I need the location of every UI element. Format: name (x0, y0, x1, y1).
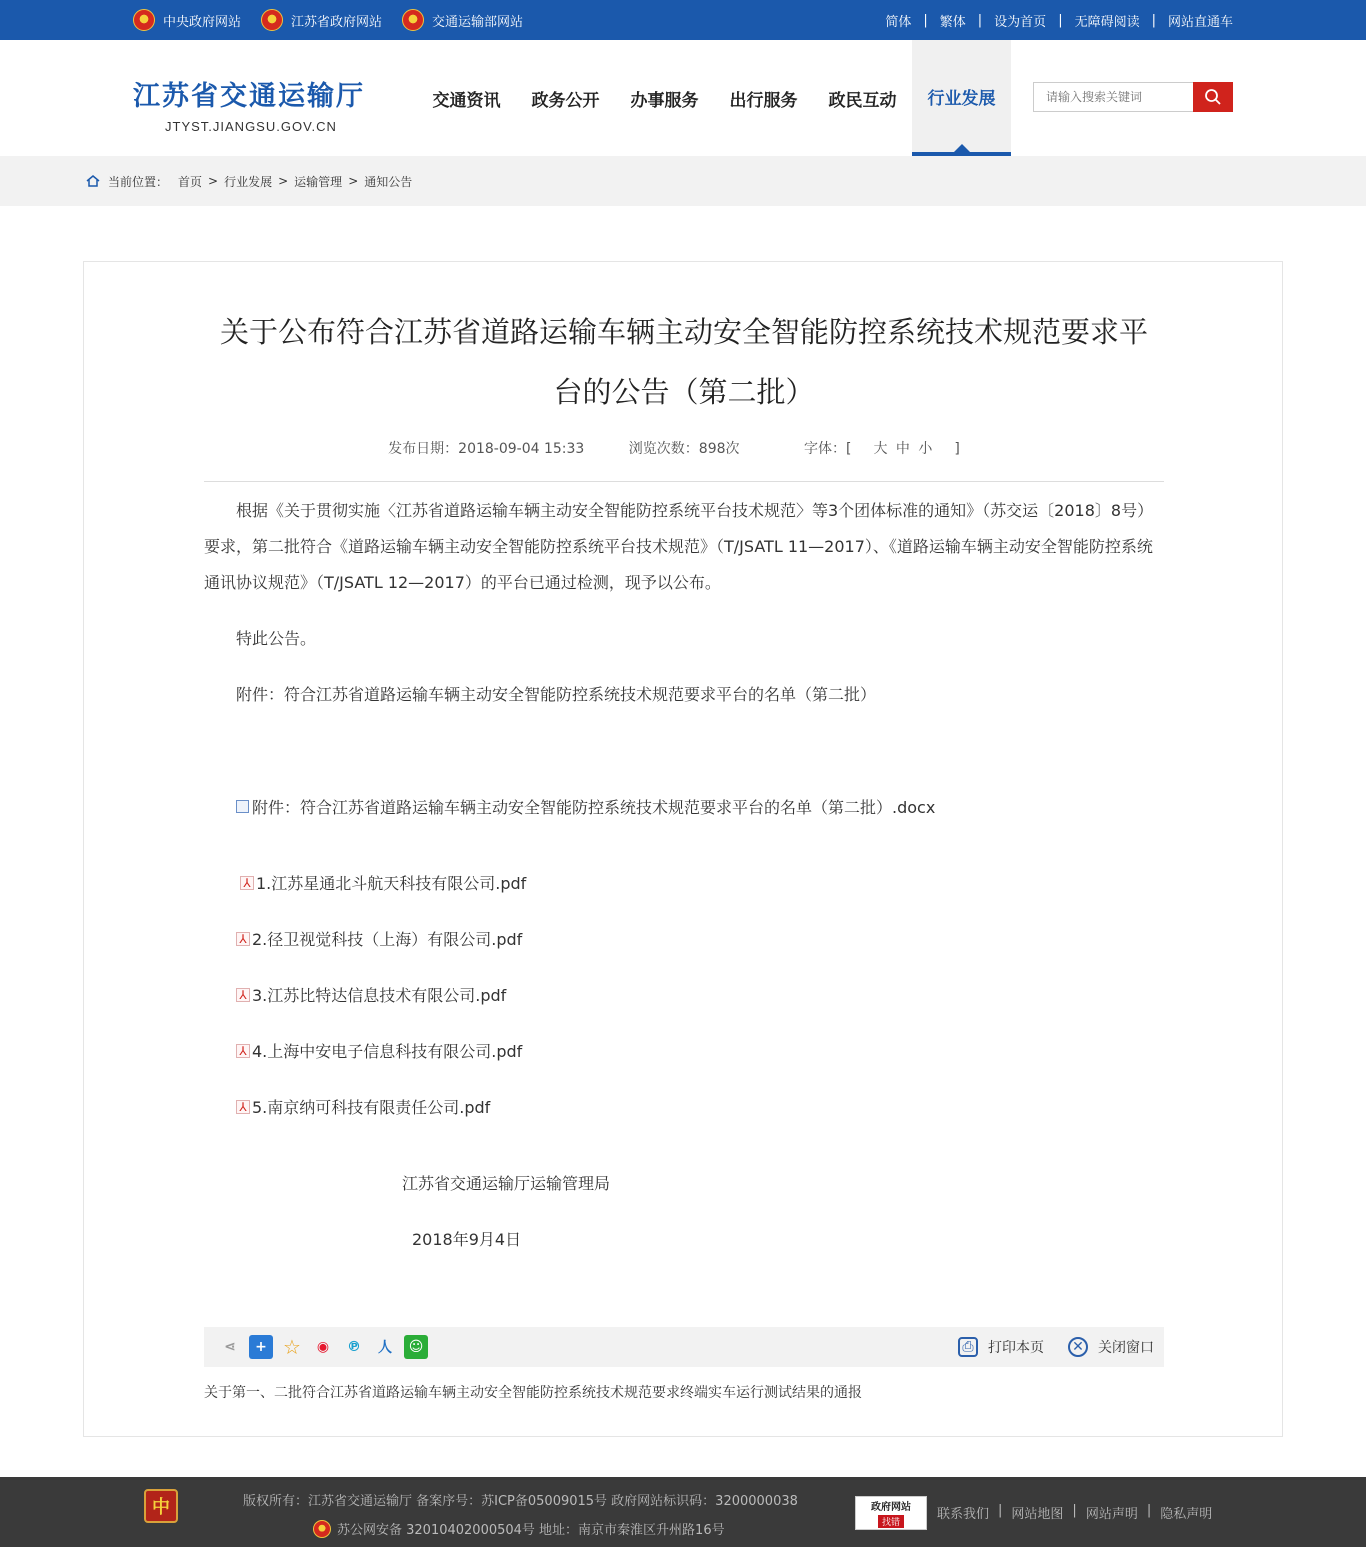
divider (204, 481, 1164, 482)
signature: 江苏省交通运输厅运输管理局 (402, 1174, 611, 1193)
gov-link-central[interactable] (133, 9, 241, 31)
report-error-badge[interactable] (855, 1496, 927, 1530)
breadcrumb-industry[interactable]: 行业发展 (224, 174, 273, 189)
attachment-label: 2.径卫视觉科技（上海）有限公司.pdf (252, 930, 523, 949)
privacy-link[interactable]: 隐私声明 (1160, 1507, 1213, 1522)
share-bar (204, 1327, 1164, 1367)
publish-date: 发布日期：2018-09-04 15:33 (388, 441, 585, 457)
close-label: 关闭窗口 (1098, 1340, 1154, 1356)
search-input[interactable] (1033, 82, 1193, 112)
gov-link-ministry[interactable] (402, 9, 523, 31)
title-line: 台的公告（第二批） (553, 375, 815, 409)
attachment-label: 4.上海中安电子信息科技有限公司.pdf (252, 1042, 523, 1061)
font-large-button[interactable]: 大 (873, 441, 888, 457)
nav-government-affairs[interactable]: 政务公开 (531, 90, 600, 111)
main-nav (417, 40, 1011, 156)
font-medium-button[interactable]: 中 (895, 441, 910, 457)
site-logo[interactable] (133, 74, 365, 134)
nav-services[interactable]: 办事服务 (630, 90, 699, 111)
pdf-attachment-link[interactable] (240, 871, 526, 894)
breadcrumb-arrow: > (348, 174, 359, 188)
party-emblem-icon[interactable]: 中 (144, 1489, 178, 1523)
police-record[interactable] (313, 1519, 725, 1538)
separator: | (1151, 12, 1156, 28)
logo-chinese: 江苏省交通运输厅 (133, 81, 365, 112)
breadcrumb-prefix: 当前位置： (108, 174, 169, 189)
page-title (204, 302, 1164, 422)
separator: | (977, 12, 983, 28)
search-icon (1204, 88, 1222, 106)
national-emblem-icon (261, 9, 283, 31)
tencent-weibo-icon[interactable]: ℗ (347, 1339, 361, 1355)
separator: | (998, 1503, 1003, 1518)
breadcrumb-arrow: > (278, 174, 289, 188)
article-container (83, 261, 1283, 1437)
pdf-file-icon: ⅄ (236, 988, 250, 1002)
attachment-label: 3.江苏比特达信息技术有限公司.pdf (252, 986, 507, 1005)
share-more-icon[interactable]: + (249, 1335, 273, 1359)
font-label: 字体：[ (803, 441, 852, 457)
gov-links (133, 0, 543, 40)
police-record-text: 苏公网安备 32010402000504号 地址：南京市秦淮区升州路16号 (337, 1523, 725, 1538)
site-shortcut-link[interactable]: 网站直通车 (1167, 14, 1233, 30)
font-label-end: ] (954, 441, 960, 457)
gov-link-jiangsu[interactable] (261, 9, 382, 31)
body-paragraph: 根据《关于贯彻实施〈江苏省道路运输车辆主动安全智能防控系统平台技术规范〉等3个团体标准的通知》（苏交运〔2018〕8号）要求，第二批符合《道路运输车辆主动安全智能防控系统平台技术规范》（T/JSATL 11—2017）、《道路运输车辆主动安全智能防控系统通讯协议规范》（T/JSATL 12—2017）的平台已通过检测，现予以公布。 (204, 501, 1154, 592)
pdf-attachment-link[interactable] (236, 983, 506, 1006)
traditional-link[interactable]: 繁体 (939, 14, 966, 30)
pdf-attachment-link[interactable] (236, 1095, 490, 1118)
simplified-link[interactable]: 简体 (885, 14, 912, 30)
page-actions (934, 1327, 1154, 1367)
nav-industry-development[interactable]: 行业发展 (912, 40, 1011, 156)
font-size-control (784, 441, 980, 457)
statement-link[interactable]: 网站声明 (1085, 1507, 1138, 1522)
badge-bottom: 找错 (878, 1515, 904, 1528)
breadcrumb-home[interactable]: 首页 (178, 174, 203, 189)
search-box (1033, 82, 1233, 112)
weibo-icon[interactable]: ◉ (316, 1339, 330, 1355)
breadcrumb-arrow: > (208, 174, 219, 188)
wechat-icon[interactable]: ☺ (404, 1335, 428, 1359)
doc-attachment-link[interactable] (236, 795, 935, 818)
logo-domain: JTYST.JIANGSU.GOV.CN (165, 119, 337, 134)
home-icon (86, 175, 100, 187)
pdf-file-icon: ⅄ (236, 1100, 250, 1114)
gov-link-label: 江苏省政府网站 (291, 14, 383, 30)
title-line: 关于公布符合江苏省道路运输车辆主动安全智能防控系统技术规范要求平 (219, 315, 1148, 349)
search-button[interactable] (1193, 82, 1233, 112)
site-footer (0, 1477, 1366, 1547)
share-icon[interactable]: ⋖ (224, 1339, 236, 1355)
attachment-label: 附件：符合江苏省道路运输车辆主动安全智能防控系统技术规范要求平台的名单（第二批）.docx (252, 798, 936, 817)
separator: | (1072, 1503, 1077, 1518)
attachment-label: 5.南京纳可科技有限责任公司.pdf (252, 1098, 491, 1117)
breadcrumb (86, 156, 412, 206)
pdf-file-icon: ⅄ (240, 876, 254, 890)
related-article-link[interactable]: 关于第一、二批符合江苏省道路运输车辆主动安全智能防控系统技术规范要求终端实车运行测试结果的通报 (204, 1385, 862, 1401)
footer-links (937, 1503, 1212, 1522)
nav-traffic-news[interactable]: 交通资讯 (432, 90, 501, 111)
police-emblem-icon (313, 1520, 331, 1538)
separator: | (1058, 12, 1063, 28)
utility-links (885, 0, 1233, 40)
national-emblem-icon (402, 9, 424, 31)
gov-link-label: 交通运输部网站 (432, 14, 524, 30)
separator: | (1146, 1503, 1152, 1518)
article-meta (204, 438, 1164, 458)
copyright-text: 版权所有：江苏省交通运输厅 备案序号：苏ICP备05009015号 政府网站标识码：3200000038 (243, 1494, 798, 1509)
nav-interaction[interactable]: 政民互动 (828, 90, 897, 111)
attachment-label: 1.江苏星通北斗航天科技有限公司.pdf (256, 874, 527, 893)
close-icon: ✕ (1068, 1337, 1088, 1357)
view-count: 浏览次数：898次 (628, 441, 740, 457)
set-homepage-link[interactable]: 设为首页 (994, 14, 1047, 30)
body-paragraph: 特此公告。 (236, 629, 317, 648)
gov-link-label: 中央政府网站 (163, 14, 242, 30)
top-bar (0, 0, 1366, 40)
body-paragraph: 附件：符合江苏省道路运输车辆主动安全智能防控系统技术规范要求平台的名单（第二批） (236, 685, 877, 704)
font-small-button[interactable]: 小 (918, 441, 933, 457)
site-header (0, 40, 1366, 156)
pdf-file-icon: ⅄ (236, 932, 250, 946)
pdf-attachment-link[interactable] (236, 1039, 522, 1062)
doc-file-icon (236, 800, 249, 813)
nav-travel[interactable]: 出行服务 (729, 90, 798, 111)
signature-date: 2018年9月4日 (412, 1230, 522, 1249)
breadcrumb-notice[interactable]: 通知公告 (364, 174, 413, 189)
share-icons (218, 1335, 435, 1359)
sitemap-link[interactable]: 网站地图 (1011, 1507, 1064, 1522)
renren-icon[interactable]: 人 (378, 1340, 392, 1356)
national-emblem-icon (133, 9, 155, 31)
breadcrumb-bar (0, 156, 1366, 206)
accessibility-link[interactable]: 无障碍阅读 (1074, 14, 1140, 30)
close-window-button[interactable] (1068, 1337, 1154, 1357)
print-label: 打印本页 (988, 1340, 1044, 1356)
pdf-file-icon: ⅄ (236, 1044, 250, 1058)
contact-link[interactable]: 联系我们 (937, 1507, 990, 1522)
badge-top: 政府网站 (871, 1502, 911, 1513)
breadcrumb-transport[interactable]: 运输管理 (294, 174, 343, 189)
print-button[interactable] (958, 1337, 1044, 1357)
printer-icon: ⎙ (958, 1337, 978, 1357)
pdf-attachment-link[interactable] (236, 927, 522, 950)
separator: | (923, 12, 928, 28)
favorite-star-icon[interactable]: ☆ (283, 1335, 301, 1359)
